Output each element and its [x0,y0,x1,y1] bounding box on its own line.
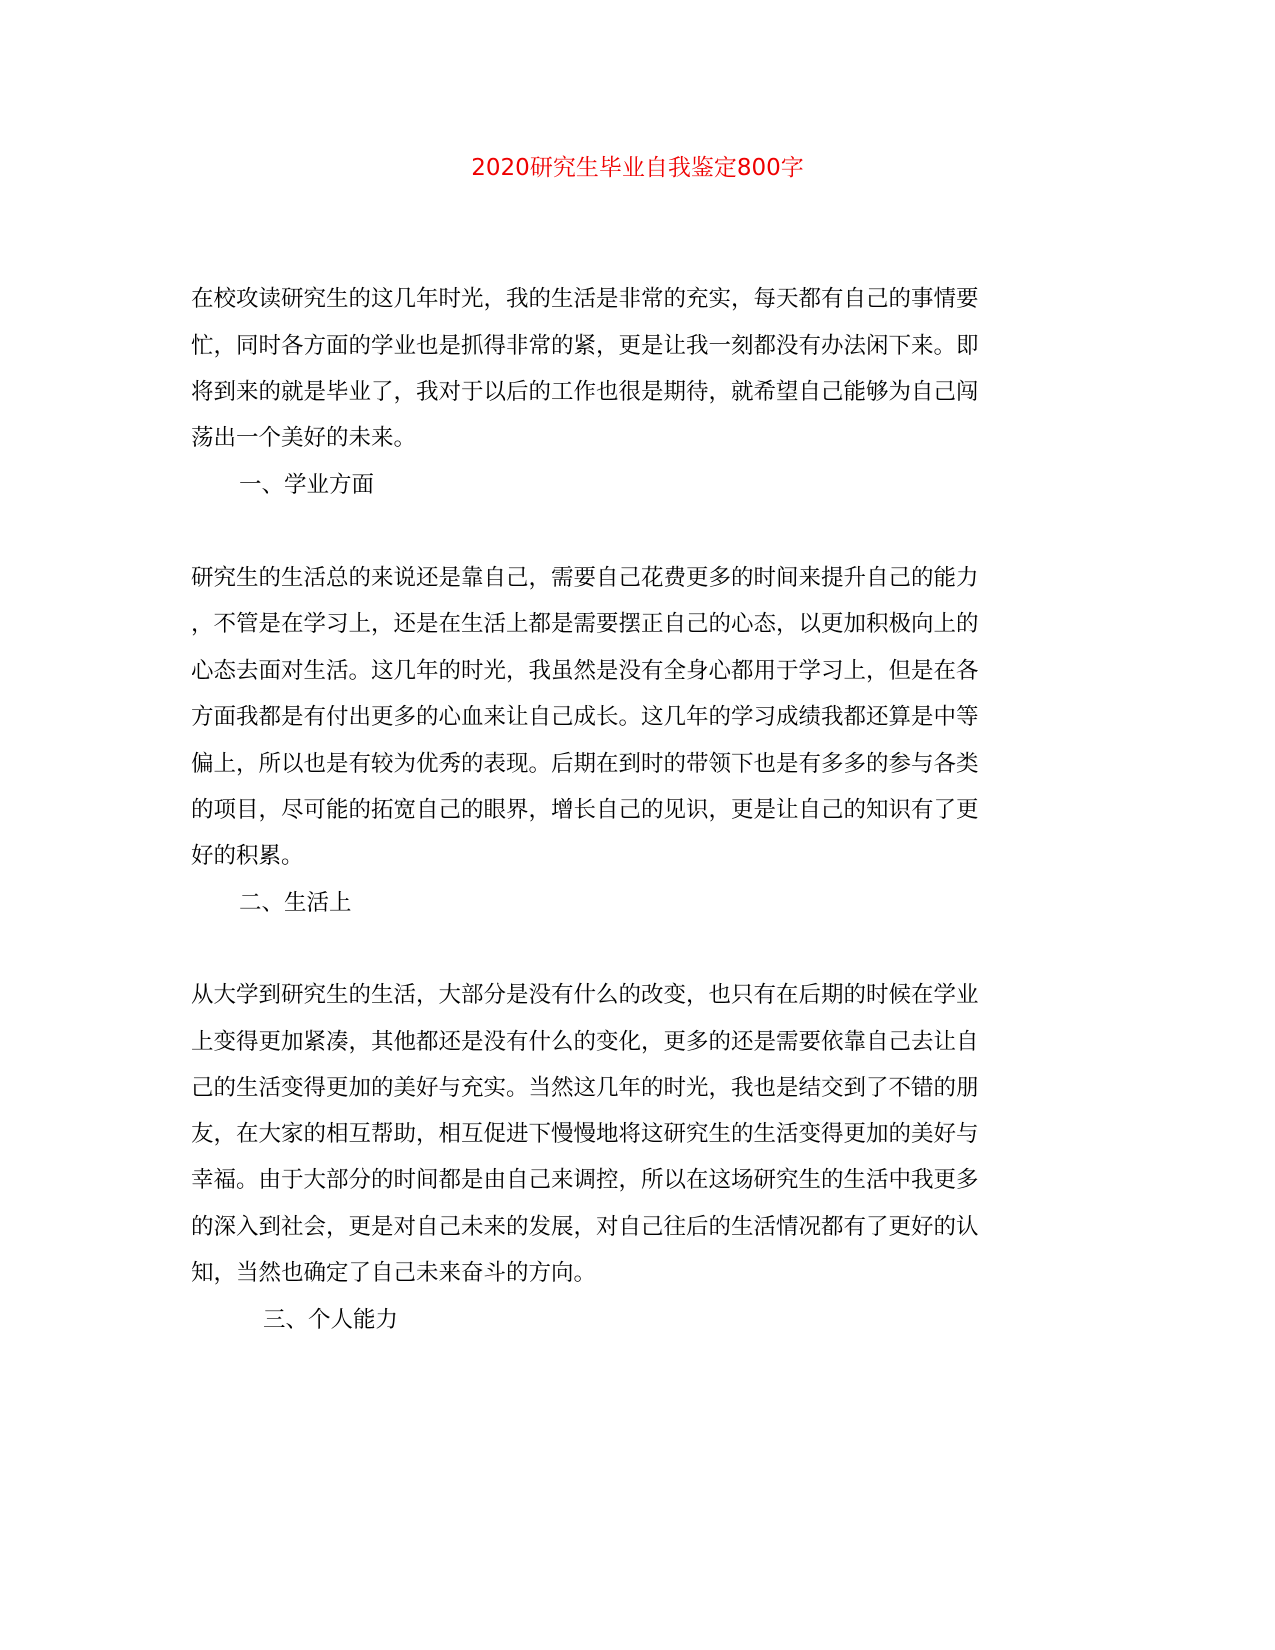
section-heading-abilities: 三、个人能力 [263,1307,399,1333]
paragraph-line: 心态去面对生活。这几年的时光，我虽然是没有全身心都用于学习上，但是在各 [191,658,979,684]
paragraph-line: 方面我都是有付出更多的心血来让自己成长。这几年的学习成绩我都还算是中等 [191,704,979,730]
paragraph-line: 幸福。由于大部分的时间都是由自己来调控，所以在这场研究生的生活中我更多 [191,1167,979,1193]
section-heading-life: 二、生活上 [239,890,352,916]
section-heading-academics: 一、学业方面 [239,472,375,498]
paragraph-line: 友，在大家的相互帮助，相互促进下慢慢地将这研究生的生活变得更加的美好与 [191,1121,979,1147]
paragraph-line: 荡出一个美好的未来。 [191,425,417,451]
paragraph-line: 的项目，尽可能的拓宽自己的眼界，增长自己的见识，更是让自己的知识有了更 [191,797,979,823]
paragraph-line: 将到来的就是毕业了，我对于以后的工作也很是期待，就希望自己能够为自己闯 [191,379,979,405]
paragraph-line: 的深入到社会，更是对自己未来的发展，对自己往后的生活情况都有了更好的认 [191,1214,979,1240]
paragraph-line: 己的生活变得更加的美好与充实。当然这几年的时光，我也是结交到了不错的朋 [191,1075,979,1101]
paragraph-line: 偏上，所以也是有较为优秀的表现。后期在到时的带领下也是有多多的参与各类 [191,751,979,777]
paragraph-line: 在校攻读研究生的这几年时光，我的生活是非常的充实，每天都有自己的事情要 [191,286,979,312]
paragraph-line: 知，当然也确定了自己未来奋斗的方向。 [191,1260,597,1286]
paragraph-line: 上变得更加紧凑，其他都还是没有什么的变化，更多的还是需要依靠自己去让自 [191,1029,979,1055]
document-title: 2020研究生毕业自我鉴定800字 [471,155,804,181]
paragraph-line: 忙，同时各方面的学业也是抓得非常的紧，更是让我一刻都没有办法闲下来。即 [191,333,979,359]
paragraph-line: 好的积累。 [191,843,304,869]
paragraph-line: ，不管是在学习上，还是在生活上都是需要摆正自己的心态，以更加积极向上的 [191,611,979,637]
paragraph-line: 研究生的生活总的来说还是靠自己，需要自己花费更多的时间来提升自己的能力 [191,565,979,591]
paragraph-line: 从大学到研究生的生活，大部分是没有什么的改变，也只有在后期的时候在学业 [191,982,979,1008]
